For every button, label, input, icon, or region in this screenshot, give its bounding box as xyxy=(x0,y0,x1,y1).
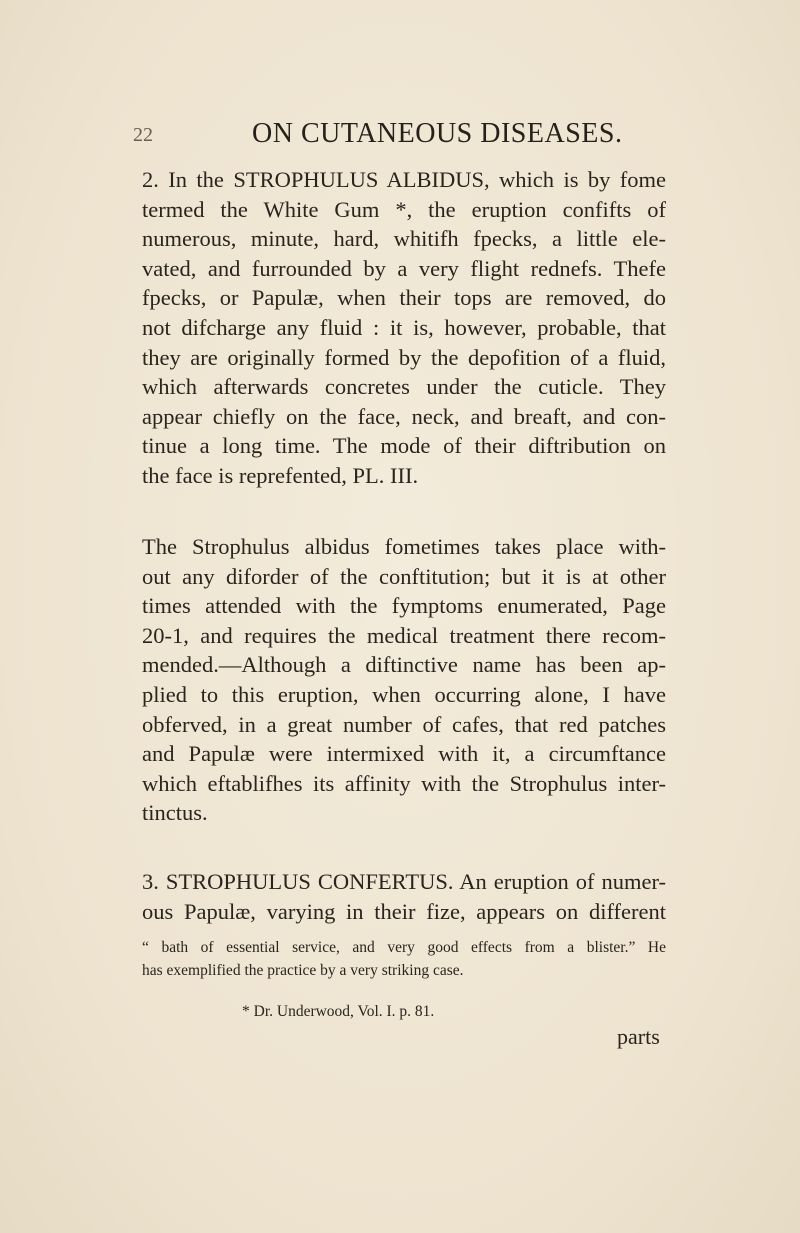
text-line: not difcharge any fluid : it is, however, probable, that xyxy=(142,314,666,340)
footnote-underwood: * Dr. Underwood, Vol. I. p. 81. xyxy=(242,1003,435,1020)
text-line: the face is reprefented, PL. III. xyxy=(142,462,419,488)
paragraph-strophulus-albidus xyxy=(142,165,666,491)
text-line: which eftablifhes its affinity with the Strophulus inter- xyxy=(142,770,666,796)
page-header xyxy=(0,118,800,158)
paragraph-strophulus-confertus xyxy=(142,867,666,926)
text-line: plied to this eruption, when occurring alone, I have xyxy=(142,681,666,707)
text-line: The Strophulus albidus fometimes takes place with- xyxy=(142,534,666,559)
page-number: 22 xyxy=(133,124,153,146)
text-line: times attended with the fymptoms enumerated, Page xyxy=(142,593,666,619)
text-line: 3. STROPHULUS CONFERTUS. An eruption of numer- xyxy=(142,869,666,894)
text-line: ous Papulæ, varying in their fize, appears on different xyxy=(142,898,666,924)
text-line: they are originally formed by the depofition of a fluid, xyxy=(142,344,666,370)
text-line: mended.—Although a diftinctive name has been ap- xyxy=(142,652,666,678)
text-line: tinue a long time. The mode of their diftribution on xyxy=(142,433,666,459)
text-line: obferved, in a great number of cafes, that red patches xyxy=(142,711,666,737)
text-line: out any diforder of the conftitution; but it is at other xyxy=(142,563,666,589)
running-head: ON CUTANEOUS DISEASES. xyxy=(252,118,623,149)
text-line: 20-1, and requires the medical treatment there recom- xyxy=(142,622,666,648)
text-line: 2. In the STROPHULUS ALBIDUS, which is by fome xyxy=(142,167,666,192)
paragraph-albidus-disorder xyxy=(142,532,666,828)
footnote-line: has exemplified the practice by a very striking case. xyxy=(142,962,464,979)
text-line: termed the White Gum *, the eruption confifts of xyxy=(142,196,666,222)
text-line: appear chiefly on the face, neck, and breaft, and con- xyxy=(142,403,666,429)
text-line: tinctus. xyxy=(142,800,208,826)
text-line: fpecks, or Papulæ, when their tops are removed, do xyxy=(142,285,666,311)
text-line: numerous, minute, hard, whitifh fpecks, a little ele- xyxy=(142,226,666,252)
footnote-continued xyxy=(142,936,666,982)
footnote-line: “ bath of essential service, and very good effects from a blister.” He xyxy=(142,939,666,956)
text-line: which afterwards concretes under the cuticle. They xyxy=(142,374,666,400)
catchword: parts xyxy=(617,1024,660,1049)
text-line: and Papulæ were intermixed with it, a circumftance xyxy=(142,741,666,767)
text-line: vated, and furrounded by a very flight rednefs. Thefe xyxy=(142,255,666,281)
